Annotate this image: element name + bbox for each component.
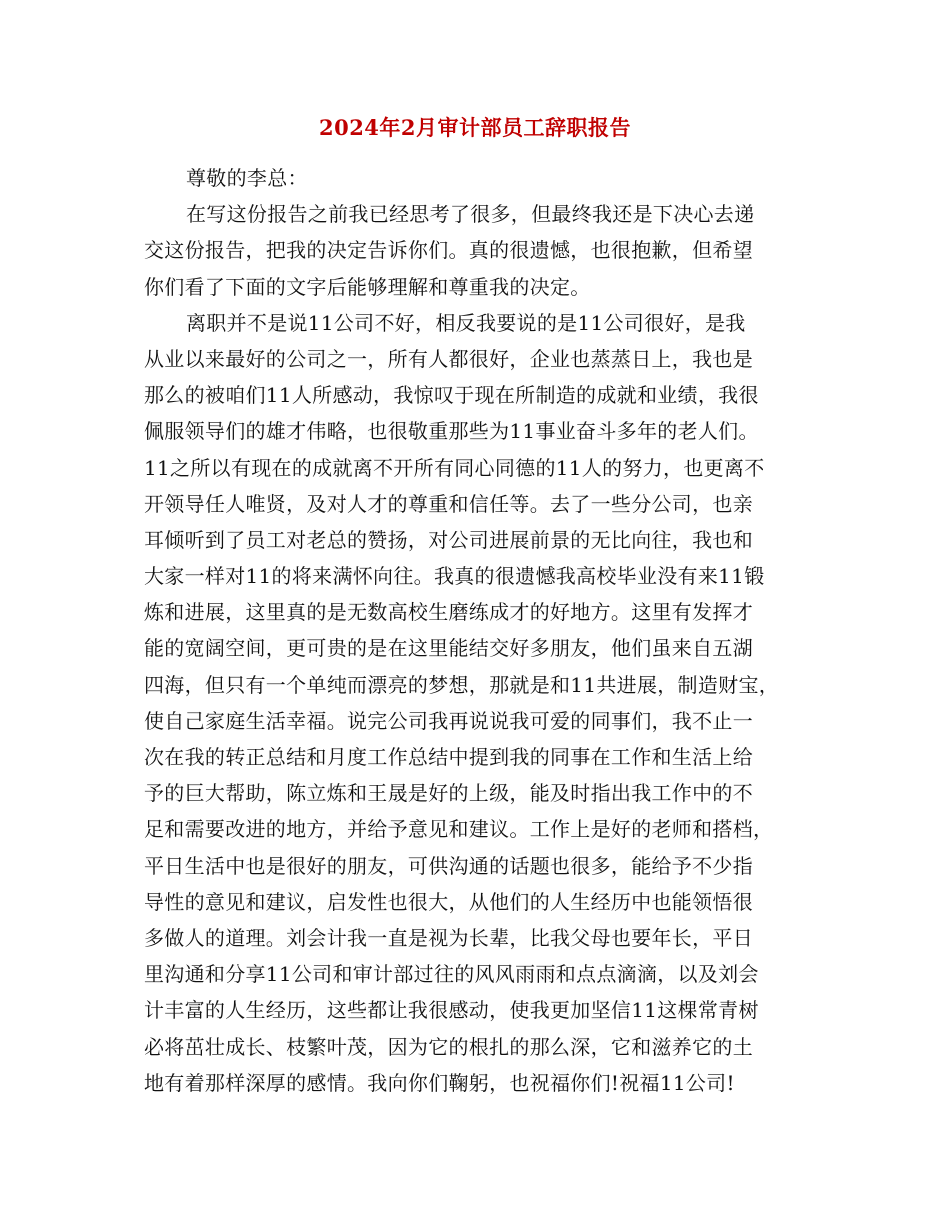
paragraph-line: 你们看了下面的文字后能够理解和尊重我的决定。 <box>144 274 591 299</box>
paragraph-line: 导性的意见和建议，启发性也很大，从他们的人生经历中也能领悟很 <box>144 889 753 914</box>
paragraph-line: 计丰富的人生经历，这些都让我很感动，使我更加坚信11这棵常青树 <box>144 998 759 1023</box>
paragraph-line: 那么的被咱们11人所感动，我惊叹于现在所制造的成就和业绩，我很 <box>144 383 759 408</box>
paragraph-line: 予的巨大帮助，陈立炼和王晟是好的上级，能及时指出我工作中的不 <box>144 781 753 806</box>
document-body <box>144 160 812 1101</box>
paragraph-line: 必将茁壮成长、枝繁叶茂，因为它的根扎的那么深，它和滋养它的土 <box>144 1034 753 1059</box>
paragraph-line: 平日生活中也是很好的朋友，可供沟通的话题也很多，能给予不少指 <box>144 853 753 878</box>
paragraph-line: 炼和进展，这里真的是无数高校生磨练成才的好地方。这里有发挥才 <box>144 600 753 625</box>
paragraph-line: 在写这份报告之前我已经思考了很多，但最终我还是下决心去递 <box>186 202 755 227</box>
paragraph-line: 交这份报告，把我的决定告诉你们。真的很遗憾，也很抱歉，但希望 <box>144 238 753 263</box>
paragraph-line: 使自己家庭生活幸福。说完公司我再说说我可爱的同事们，我不止一 <box>144 708 753 733</box>
paragraph-line: 11之所以有现在的成就离不开所有同心同德的11人的努力，也更离不 <box>144 455 765 480</box>
paragraph-line: 次在我的转正总结和月度工作总结中提到我的同事在工作和生活上给 <box>144 745 753 769</box>
paragraph-line: 地有着那样深厚的感情。我向你们鞠躬，也祝福你们!祝福11公司! <box>144 1070 735 1095</box>
document-title: 2024年2月审计部员工辞职报告 <box>318 115 632 140</box>
paragraph-line: 佩服领导们的雄才伟略，也很敬重那些为11事业奋斗多年的老人们。 <box>144 419 759 444</box>
paragraph-line: 离职并不是说11公司不好，相反我要说的是11公司很好，是我 <box>186 310 746 335</box>
paragraph-line: 能的宽阔空间，更可贵的是在这里能结交好多朋友，他们虽来自五湖 <box>144 636 753 661</box>
paragraph-line: 四海，但只有一个单纯而漂亮的梦想，那就是和11共进展，制造财宝， <box>144 672 780 697</box>
paragraph-line: 多做人的道理。刘会计我一直是视为长辈，比我父母也要年长，平日 <box>144 925 753 950</box>
paragraph-line: 大家一样对11的将来满怀向往。我真的很遗憾我高校毕业没有来11锻 <box>144 564 765 589</box>
paragraph-line: 开领导任人唯贤，及对人才的尊重和信任等。去了一些分公司，也亲 <box>144 491 753 516</box>
paragraph-line: 耳倾听到了员工对老总的赞扬，对公司进展前景的无比向往，我也和 <box>144 527 753 552</box>
salutation: 尊敬的李总： <box>186 166 308 190</box>
paragraph-line: 从业以来最好的公司之一，所有人都很好，企业也蒸蒸日上，我也是 <box>144 346 753 371</box>
paragraph-line: 足和需要改进的地方，并给予意见和建议。工作上是好的老师和搭档， <box>144 817 774 842</box>
paragraph-line: 里沟通和分享11公司和审计部过往的风风雨雨和点点滴滴，以及刘会 <box>144 962 759 987</box>
